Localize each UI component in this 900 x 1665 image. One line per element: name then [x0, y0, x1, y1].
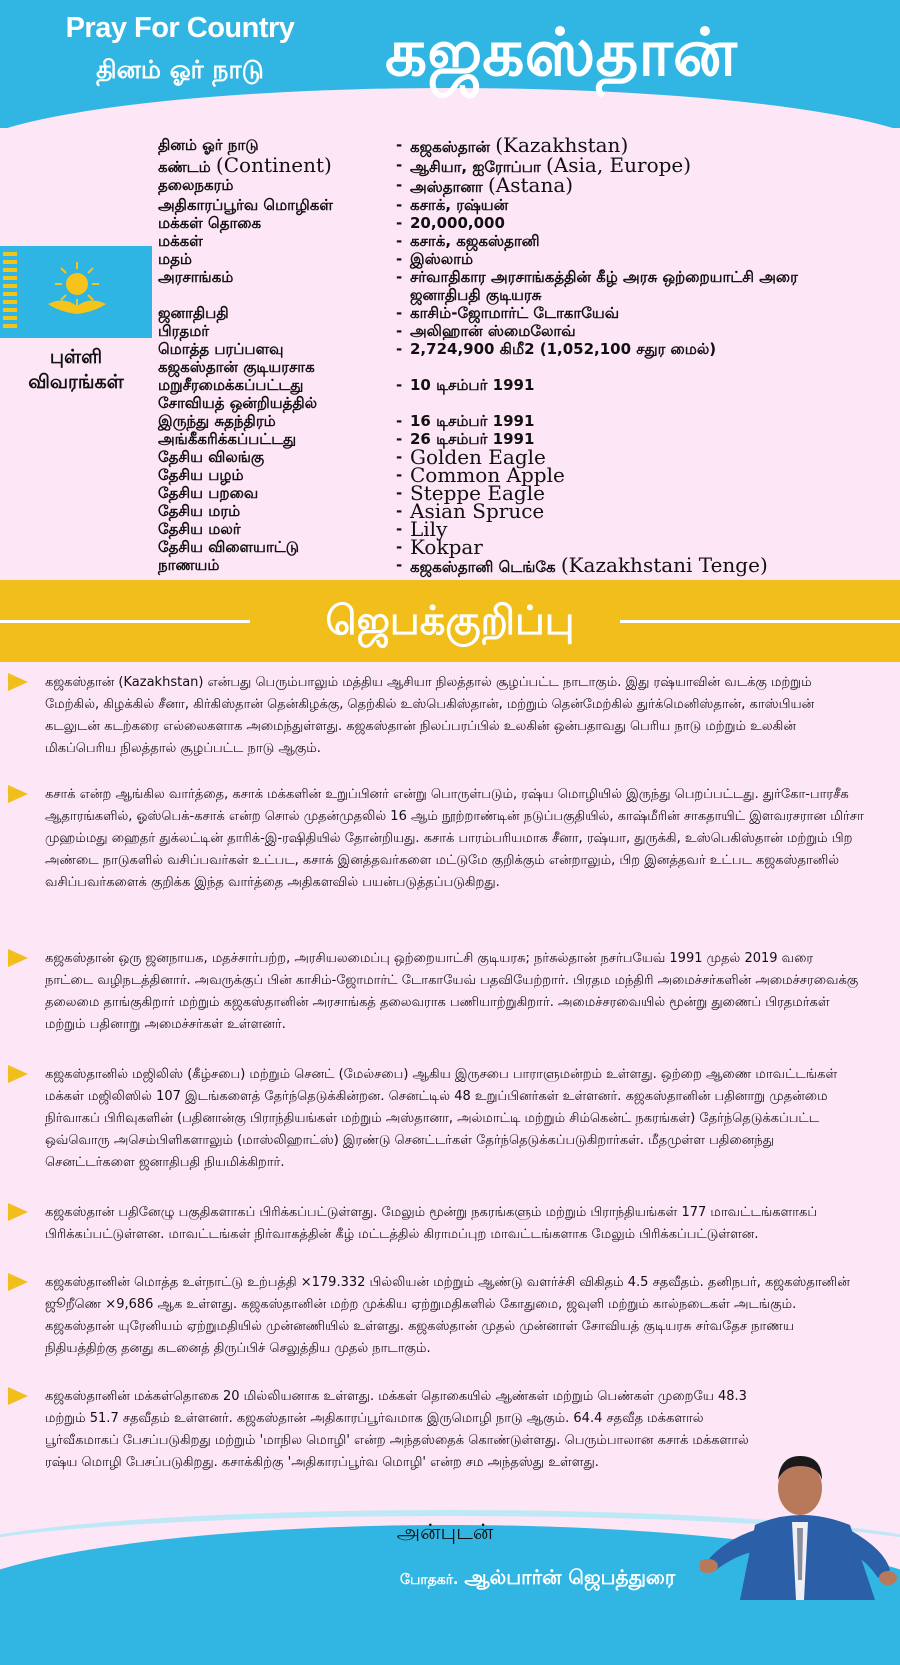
fact-row: மொத்த பரப்பளவு - 2,724,900 கிமீ2 (1,052,100 சதுர மைல்)	[158, 340, 878, 358]
flag-ornament	[3, 252, 17, 332]
preacher-signature	[400, 1565, 700, 1592]
prayer-title: ஜெபக்குறிப்பு	[325, 598, 575, 644]
point-text: கஜகஸ்தானின் மக்கள்தொகை 20 மில்லியனாக உள்ளது. மக்கள் தொகையில் ஆண்கள் மற்றும் பெண்கள் முறையே 48.3 மற்றும் 51.7 சதவீதம் உள்ளனர். கஜகஸ்தான் அதிகாரப்பூர்வமாக இருமொழி நாடு ஆகும். 64.4 சதவீத மக்களால் பூர்வீகமாகப் பேசப்படுகிறது மற்றும் 'மாநில மொழி' என்ற அந்தஸ்தைக் கொண்டுள்ளது. பெரும்பாலான கசாக் மக்களால் ரஷ்ய மொழி பேசப்படுகிறது. கசாக்கிற்கு 'அதிகாரப்பூர்வ மொழி' என்ற சம அந்தஸ்து உள்ளது.	[45, 1389, 749, 1470]
signoff: அன்புடன்	[396, 1520, 494, 1544]
fact-label: மதம்	[158, 250, 192, 268]
fact-label: மக்கள் தொகை	[158, 214, 262, 232]
fact-value: Golden Eagle	[410, 445, 546, 469]
fact-label: தேசிய மலர்	[158, 520, 241, 538]
fact-row: தலைநகரம் - அஸ்தானா (Astana)	[158, 176, 878, 196]
fact-label: நாணயம்	[158, 556, 220, 574]
arrow-icon	[8, 1273, 28, 1291]
fact-row: தேசிய மலர் - Lily	[158, 520, 878, 538]
facts-label: புள்ளி விவரங்கள்	[28, 346, 124, 393]
fact-row: தேசிய மரம் - Asian Spruce	[158, 502, 878, 520]
fact-row: அங்கீகரிக்கப்பட்டது - 26 டிசம்பர் 1991	[158, 430, 878, 448]
point-text: கஜகஸ்தானில் மஜிலிஸ் (கீழ்சபை) மற்றும் செனட் (மேல்சபை) ஆகிய இருசபை பாராளுமன்றம் உள்ளது. ஒற்றை ஆணை மாவட்டங்கள் மக்கள் மஜிலிஸில் 107 இடங்களைத் தேர்ந்தெடுக்கின்றன. செனட்டில் 48 உறுப்பினர்கள் உள்ளனர். கஜகஸ்தானின் பதினாறு முதன்மை நிர்வாகப் பிரிவுகளின் (பதினான்கு பிராந்தியங்கள் மற்றும் அஸ்தானா, அல்மாட்டி மற்றும் சிம்கென்ட் நகரங்கள்) தேர்ந்தெடுக்கப்பட்ட ஒவ்வொரு அசெம்பிளிகளாலும் (மாஸ்லிஹாட்ஸ்) இரண்டு செனட்டர்கள் தேர்ந்தெடுக்கப்படுகிறார்கள். மீதமுள்ள பதினைந்து செனட்டர்களை ஜனாதிபதி நியமிக்கிறார்.	[45, 1067, 838, 1170]
fact-label: ஜனாதிபதி	[158, 304, 229, 322]
preacher-portrait	[700, 1410, 900, 1600]
fact-row: தேசிய பழம் - Common Apple	[158, 466, 878, 484]
fact-label: அரசாங்கம்	[158, 268, 234, 286]
fact-row: நாணயம் - கஜகஸ்தானி டெங்கே (Kazakhstani Tenge)	[158, 556, 878, 576]
fact-label: கண்டம் (Continent)	[158, 153, 332, 177]
arrow-icon	[8, 673, 28, 691]
fact-row: மக்கள் தொகை - 20,000,000	[158, 214, 878, 232]
fact-value: அலிஹான் ஸ்மைலோவ்	[410, 322, 576, 340]
fact-row: கஜகஸ்தான் குடியரசாக மறுசீரமைக்கப்பட்டது - 10 டிசம்பர் 1991	[158, 358, 878, 394]
fact-value: Asian Spruce	[410, 499, 545, 523]
fact-row: அதிகாரப்பூர்வ மொழிகள் - கசாக், ரஷ்யன்	[158, 196, 878, 214]
fact-value: ஆசியா, ஐரோப்பா (Asia, Europe)	[410, 153, 692, 177]
fact-label: தேசிய பறவை	[158, 484, 259, 502]
fact-row: அரசாங்கம் - சர்வாதிகார அரசாங்கத்தின் கீழ் அரசு ஒற்றையாட்சி அரை ஜனாதிபதி குடியரசு	[158, 268, 878, 304]
fact-value: சர்வாதிகார அரசாங்கத்தின் கீழ் அரசு ஒற்றையாட்சி அரை ஜனாதிபதி குடியரசு	[410, 268, 798, 304]
fact-value: 10 டிசம்பர் 1991	[410, 376, 535, 394]
fact-value: கஜகஸ்தான் (Kazakhstan)	[410, 133, 629, 157]
fact-label: தேசிய மரம்	[158, 502, 241, 520]
arrow-icon	[8, 1065, 28, 1083]
fact-row: தினம் ஓர் நாடு - கஜகஸ்தான் (Kazakhstan)	[158, 136, 878, 156]
fact-label: பிரதமர்	[158, 322, 210, 340]
tagline: Pray For Country	[65, 12, 295, 44]
fact-value: கஜகஸ்தானி டெங்கே (Kazakhstani Tenge)	[410, 553, 768, 577]
fact-label: கஜகஸ்தான் குடியரசாக மறுசீரமைக்கப்பட்டது	[158, 358, 315, 394]
fact-label: தேசிய விளையாட்டு	[158, 538, 300, 556]
subtitle: தினம் ஓர் நாடு	[96, 55, 264, 84]
arrow-icon	[8, 949, 28, 967]
fact-row: தேசிய விளையாட்டு - Kokpar	[158, 538, 878, 556]
fact-row: பிரதமர் - அலிஹான் ஸ்மைலோவ்	[158, 322, 878, 340]
fact-row: ஜனாதிபதி - காசிம்-ஜோமார்ட் டோகாயேவ்	[158, 304, 878, 322]
fact-label: தினம் ஓர் நாடு	[158, 136, 259, 154]
fact-value: கசாக், ரஷ்யன்	[410, 196, 509, 214]
prayer-banner	[0, 580, 900, 662]
fact-label: அதிகாரப்பூர்வ மொழிகள்	[158, 196, 333, 214]
fact-row: தேசிய விலங்கு - Golden Eagle	[158, 448, 878, 466]
arrow-icon	[8, 1387, 28, 1405]
fact-value: கசாக், கஜகஸ்தானி	[410, 232, 540, 250]
point-text: கஜகஸ்தான் பதினேழு பகுதிகளாகப் பிரிக்கப்பட்டுள்ளது. மேலும் மூன்று நகரங்களும் மற்றும் பிராந்தியங்கள் 177 மாவட்டங்களாகப் பிரிக்கப்பட்டுள்ளன. மாவட்டங்கள் நிர்வாகத்தின் கீழ் மட்டத்தில் கிராமப்புற மாவட்டங்களாக மேலும் பிரிக்கப்பட்டுள்ளன.	[45, 1205, 818, 1242]
facts-table	[158, 133, 878, 577]
page-title: கஜகஸ்தான்	[385, 14, 737, 91]
preacher-name: ஆல்பார்ன் ஜெபத்துரை	[464, 1565, 676, 1589]
fact-row: தேசிய பறவை - Steppe Eagle	[158, 484, 878, 502]
fact-value: Common Apple	[410, 463, 565, 487]
point-text: கசாக் என்ற ஆங்கில வார்த்தை, கசாக் மக்களின் உறுப்பினர் என்று பொருள்படும், ரஷ்ய மொழியில் இருந்து பெறப்பட்டது. துர்கோ-பாரசீக ஆதாரங்களில், ஓஸ்பெக்-கசாக் என்ற சொல் முதன்முதலில் 16 ஆம் நூற்றாண்டின் நடுப்பகுதியில், காஷ்மீரின் சாகதாயிட் இளவரசரான மிர்சா முஹம்மது ஹைதர் துக்லட்டின் தாரிக்-இ-ரஷிதியில் தோன்றியது. கசாக் பாரம்பரியமாக சீனா, ரஷ்யா, துருக்கி, உஸ்பெகிஸ்தான் மற்றும் பிற அண்டை நாடுகளில் வசிப்பவர்கள் உட்பட, கசாக் இனத்தவர்களை மட்டுமே குறிக்கும் என்றாலும், பிற இனத்தவர் உட்பட கஜகஸ்தானில் வசிப்பவர்களைக் குறிக்க இந்த வார்த்தை அதிகளவில் பயன்படுத்தப்படுகிறது.	[45, 787, 864, 890]
fact-value: 2,724,900 கிமீ2 (1,052,100 சதுர மைல்)	[410, 340, 717, 358]
fact-row: கண்டம் (Continent) - ஆசியா, ஐரோப்பா (Asia, Europe)	[158, 156, 878, 176]
fact-row: மக்கள் - கசாக், கஜகஸ்தானி	[158, 232, 878, 250]
point-text: கஜகஸ்தானின் மொத்த உள்நாட்டு உற்பத்தி ×179.332 பில்லியன் மற்றும் ஆண்டு வளர்ச்சி விகிதம் 4.5 சதவீதம். தனிநபர், கஜகஸ்தானின் ஜூறீணெ ×9,686 ஆக உள்ளது. கஜகஸ்தானின் மற்ற முக்கிய ஏற்றுமதிகளில் கோதுமை, ஜவுளி மற்றும் கால்நடைகள் அடங்கும். கஜகஸ்தான் யுரேனியம் ஏற்றுமதியில் முன்னணியில் உள்ளது. கஜகஸ்தான் முதல் முன்னாள் சோவியத் குடியரசு சர்வதேச நாணய நிதியத்திற்கு தனது கடனைத் திருப்பிச் செலுத்திய முதல் நாடாகும்.	[45, 1275, 850, 1356]
fact-label: மக்கள்	[158, 232, 203, 250]
fact-value: 16 டிசம்பர் 1991	[410, 412, 535, 430]
arrow-icon	[8, 1203, 28, 1221]
fact-label: சோவியத் ஒன்றியத்தில் இருந்து சுதந்திரம்	[158, 394, 318, 430]
fact-value: அஸ்தானா (Astana)	[410, 173, 574, 197]
fact-row: மதம் - இஸ்லாம்	[158, 250, 878, 268]
fact-label: தேசிய விலங்கு	[158, 448, 265, 466]
fact-value: காசிம்-ஜோமார்ட் டோகாயேவ்	[410, 304, 620, 322]
fact-label: மொத்த பரப்பளவு	[158, 340, 284, 358]
fact-label: தேசிய பழம்	[158, 466, 244, 484]
fact-label: அங்கீகரிக்கப்பட்டது	[158, 430, 297, 448]
fact-value: Lily	[410, 517, 448, 541]
arrow-icon	[8, 785, 28, 803]
fact-label: தலைநகரம்	[158, 176, 234, 194]
point-text: கஜகஸ்தான் ஒரு ஜனநாயக, மதச்சார்பற்ற, அரசியலமைப்பு ஒற்றையாட்சி குடியரசு; நர்சுல்தான் நசர்பயேவ் 1991 முதல் 2019 வரை நாட்டை வழிநடத்தினார். அவருக்குப் பின் காசிம்-ஜோமார்ட் டோகாயேவ் பதவியேற்றார். பிரதம மந்திரி அமைச்சர்களின் அமைச்சரவைக்கு தலைமை தாங்குகிறார் மற்றும் கஜகஸ்தானின் அரசாங்கத் தலைவராக பணியாற்றுகிறார். அமைச்சரவையில் மூன்று துணைப் பிரதமர்கள் மற்றும் பதினாறு அமைச்சர்கள் உள்ளனர்.	[45, 951, 859, 1032]
fact-value: Kokpar	[410, 535, 483, 559]
kazakhstan-flag	[0, 246, 152, 338]
fact-value: 26 டிசம்பர் 1991	[410, 430, 535, 448]
sun-eagle-icon	[44, 260, 110, 322]
fact-row: சோவியத் ஒன்றியத்தில் இருந்து சுதந்திரம் - 16 டிசம்பர் 1991	[158, 394, 878, 430]
fact-value: இஸ்லாம்	[410, 250, 474, 268]
preacher-title: போதகர்.	[400, 1572, 459, 1588]
fact-value: Steppe Eagle	[410, 481, 545, 505]
point-text: கஜகஸ்தான் (Kazakhstan) என்பது பெரும்பாலும் மத்திய ஆசியா நிலத்தால் சூழப்பட்ட நாடாகும். இது ரஷ்யாவின் வடக்கு மற்றும் மேற்கில், கிழக்கில் சீனா, கிர்கிஸ்தான் தென்கிழக்கு, தெற்கில் உஸ்பெகிஸ்தான், மற்றும் தென்மேற்கில் துர்க்மெனிஸ்தான், காஸ்பியன் கடலுடன் கடற்கரை எல்லைகளாக அமைந்துள்ளது. கஜகஸ்தான் நிலப்பரப்பில் உலகின் ஒன்பதாவது பெரிய நாடு மற்றும் உலகின் மிகப்பெரிய நிலத்தால் சூழப்பட்ட நாடு ஆகும்.	[45, 675, 815, 756]
fact-value: 20,000,000	[410, 214, 505, 232]
